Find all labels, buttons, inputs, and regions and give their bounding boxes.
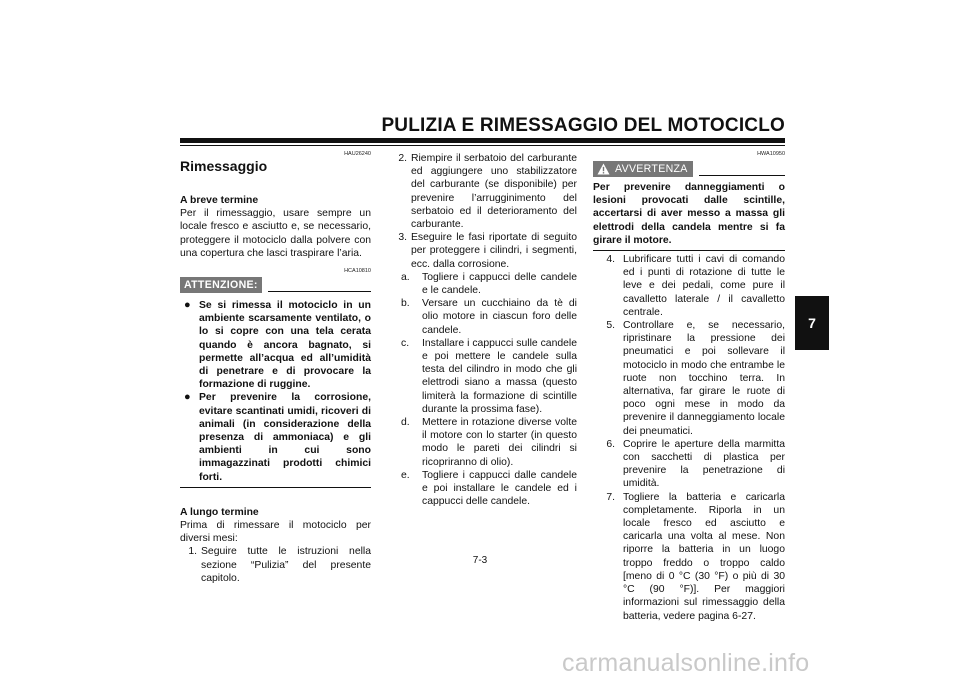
bullet-dot-icon: ● (184, 391, 191, 404)
list-item: 1. Seguire tutte le istruzioni nella sezione “Pulizia” del presente capitolo. (188, 546, 371, 584)
warning-code: HWA10950 (757, 151, 785, 157)
list-item: 6. Coprire le aperture della marmitta con sacchetti di plastica per prevenire la penetrazione di umidità. (606, 438, 785, 490)
short-term-text: Per il rimessaggio, usare sempre un locale fresco e asciutto e, se necessario, proteggere il motociclo dalla polvere con una copertura che lasci traspirare l’aria. (180, 208, 371, 259)
list-item: 7. Togliere la batteria e caricarla completamente. Riporla in un locale fresco ed asciutto e caricarla una volta al mese. Non riporre la batteria in un luogo troppo freddo o troppo caldo [meno di 0 °C (30 °F) o più di 30 °C (90 °F)]. Per maggiori informazioni sul rimessaggio della batteria, vedere pagina 6-27. (606, 491, 785, 622)
column-right (593, 150, 785, 623)
sub-list-item: d. Mettere in rotazione diverse volte il motore con lo starter (in questo modo le pareti dei cilindri si ricopriranno di olio). (401, 417, 577, 468)
column-left (180, 150, 371, 585)
attention-label: ATTENZIONE: (180, 277, 262, 293)
chapter-tab: 7 (795, 296, 829, 350)
short-term-heading: A breve termine (180, 195, 259, 206)
watermark: carmanualsonline.info (562, 649, 810, 677)
section-title: Rimessaggio (180, 158, 268, 174)
attention-label-rule (268, 291, 371, 292)
long-term-text: Prima di rimessare il motociclo per diversi mesi: (180, 520, 371, 545)
warning-label-box (593, 161, 693, 177)
bullet-dot-icon: ● (184, 299, 191, 312)
warning-triangle-icon (597, 163, 610, 175)
attention-end-rule (180, 487, 371, 488)
warning-label-row (593, 161, 785, 177)
list-item: 2. Riempire il serbatoio del carburante ed aggiungere uno stabilizzatore del carburante (se disponibile) per prevenire l’arrugginimento del serbatoio ed il deterioramento del carburante. (398, 153, 577, 231)
sub-list-item: e. Togliere i cappucci dalle candele e poi installare le candele ed i cappucci delle candele. (401, 469, 577, 508)
list-item: 5. Controllare e, se necessario, ripristinare la pressione dei pneumatici e poi sollevare il motociclo in modo che entrambe le ruote non tocchino terra. In alternativa, far girare le ruote di poco ogni mese in modo da prevenire il danneggiamento locale dei pneumatici. (606, 320, 785, 437)
page-number: 7-3 (472, 555, 488, 566)
attention-bullet: ● Per prevenire la corrosione, evitare scantinati umidi, ricoveri di animali (in considerazione della presenza di ammoniaca) e gli ambienti in cui sono immagazzinati prodotti chimici forti. (184, 391, 371, 483)
attention-bullet: ● Se si rimessa il motociclo in un ambiente scarsamente ventilato, o lo si copre con una tela cerata quando è ancora bagnato, si permette all’acqua ed all’umidità di penetrare e di provocare la formazione di ruggine. (184, 299, 371, 391)
header-rule (180, 138, 785, 143)
attention-code: HCA10810 (344, 268, 371, 275)
list-item: 3. Eseguire le fasi riportate di seguito per proteggere i cilindri, i segmenti, ecc. dalla corrosione. (398, 232, 577, 270)
attention-bullets (180, 299, 371, 484)
column-middle (390, 152, 577, 508)
warning-label-rule (699, 175, 785, 176)
header-rule-thin (180, 145, 785, 146)
long-term-heading: A lungo termine (180, 506, 259, 518)
warning-end-rule (593, 250, 785, 251)
list-item: 4. Lubrificare tutti i cavi di comando ed i punti di rotazione di tutte le leve e dei pedali, come pure il cavalletto laterale / il cavalletto centrale. (606, 254, 785, 318)
warning-label: AVVERTENZA (615, 163, 688, 175)
attention-label-row (180, 277, 371, 293)
sub-list-item: c. Installare i cappucci sulle candele e poi mettere le candele sulla testa del cilindro in modo che gli elettrodi siano a massa (questo limiterà la formazione di scintille durante la prossima fase). (401, 337, 577, 415)
section-code: HAU26240 (344, 151, 371, 157)
sub-list-item: a. Togliere i cappucci delle candele e le candele. (401, 271, 577, 297)
page-header-title: PULIZIA E RIMESSAGGIO DEL MOTOCICLO (381, 115, 785, 136)
warning-text: Per prevenire danneggiamenti o lesioni provocati dalle scintille, accertarsi di aver messo a massa gli elettrodi della candela mentre si fa girare il motore. (593, 182, 785, 246)
sub-list-item: b. Versare un cucchiaino da tè di olio motore in ciascun foro delle candele. (401, 298, 577, 336)
